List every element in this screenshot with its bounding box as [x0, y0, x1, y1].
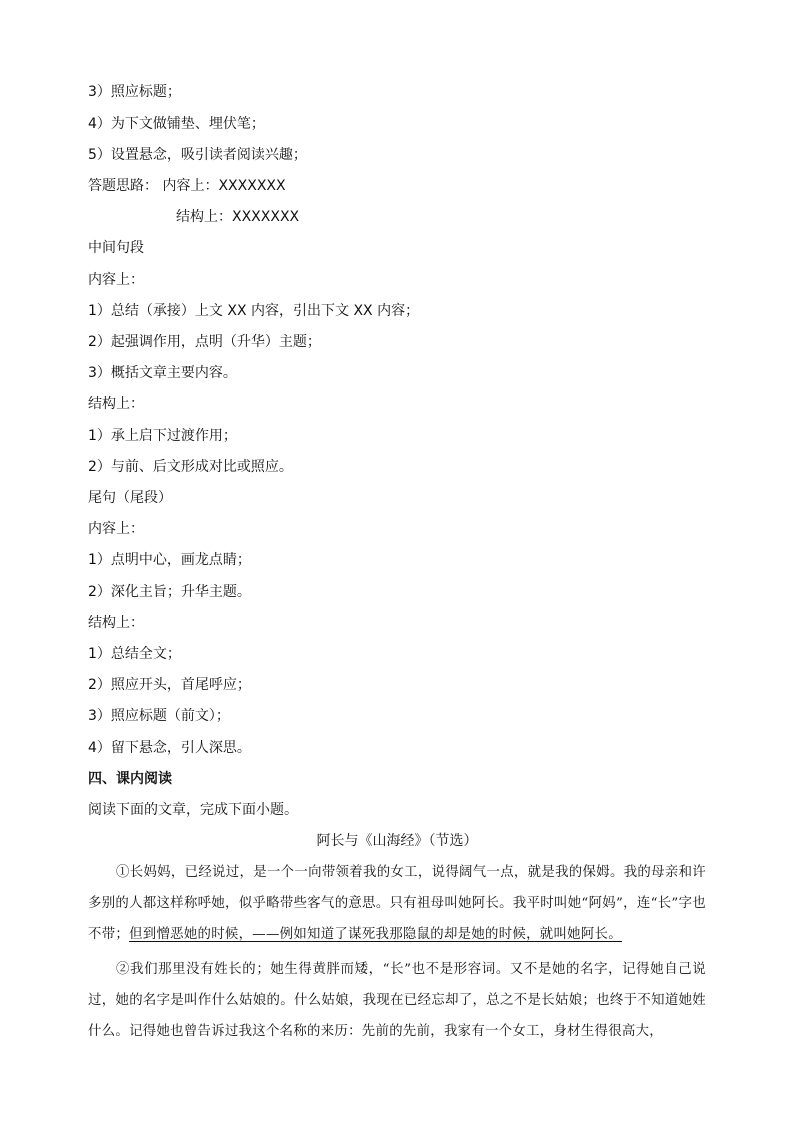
text-line: 内容上： [88, 272, 144, 288]
section-label: 尾句（尾段） [88, 490, 172, 506]
text-line: 内容上： [88, 521, 144, 537]
text-line: 结构上： [88, 615, 144, 631]
text-line: 结构上：XXXXXXX [176, 209, 300, 225]
article-body [88, 857, 706, 1047]
article-paragraph-2 [88, 954, 706, 1047]
paragraph-text: ①长妈妈，已经说过，是一个一向带领着我的女工，说得阔气一点，就是我的保姆。我的母亲和许多别的人都这样称呼她，似乎略带些客气的意思。只有祖母叫她阿长。我平时叫她“阿妈”，连“长”字也不带； [88, 865, 706, 942]
text-line: 2）与前、后文形成对比或照应。 [88, 459, 293, 475]
text-line: 1）承上启下过渡作用； [88, 428, 237, 444]
instruction: 阅读下面的文章，完成下面小题。 [88, 802, 298, 818]
text-line: 答题思路： 内容上：XXXXXXX [88, 178, 286, 194]
text-line: 1）总结全文； [88, 646, 181, 662]
text-line: 1）点明中心，画龙点睛； [88, 552, 251, 568]
text-line: 4）为下文做铺垫、埋伏笔； [88, 116, 265, 132]
text-line: 2）照应开头，首尾呼应； [88, 677, 251, 693]
article-title: 阿长与《山海经》（节选） [316, 833, 478, 849]
article-paragraph-1 [88, 857, 706, 950]
underlined-sentence: 但到憎恶她的时候，——例如知道了谋死我那隐鼠的却是她的时候，就叫她阿长。 [129, 927, 622, 942]
text-line: 1）总结（承接）上文 XX 内容，引出下文 XX 内容； [88, 303, 420, 319]
text-line: 3）照应标题； [88, 84, 181, 100]
text-line: 3）概括文章主要内容。 [88, 365, 237, 381]
text-line: 2）起强调作用，点明（升华）主题； [88, 334, 321, 350]
paragraph-text: ②我们那里没有姓长的；她生得黄胖而矮，“长”也不是形容词。又不是她的名字，记得她自己说过，她的名字是叫作什么姑娘的。什么姑娘，我现在已经忘却了，总之不是长姑娘；也终于不知道她姓什么。记得她也曾告诉过我这个名称的来历：先前的先前，我家有一个女工，身材生得很高大， [88, 962, 706, 1039]
text-line: 5）设置悬念，吸引读者阅读兴趣； [88, 147, 307, 163]
section-heading: 四、课内阅读 [88, 771, 172, 787]
text-line: 3）照应标题（前文）； [88, 708, 230, 724]
text-line: 结构上： [88, 396, 144, 412]
text-line: 2）深化主旨；升华主题。 [88, 584, 251, 600]
section-label: 中间句段 [88, 240, 144, 256]
text-line: 4）留下悬念，引人深思。 [88, 740, 251, 756]
